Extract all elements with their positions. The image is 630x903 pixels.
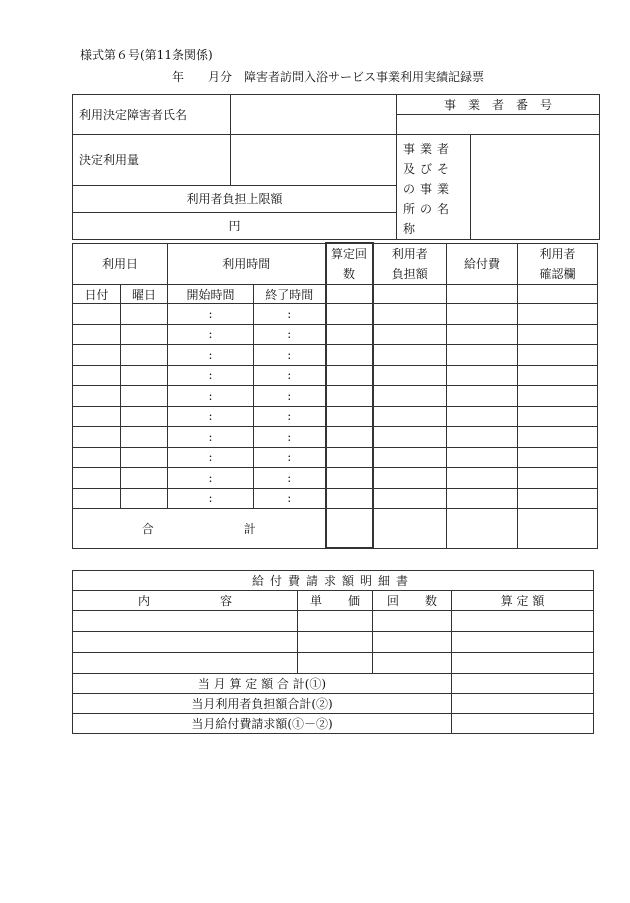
day-field[interactable]	[73, 365, 121, 386]
header-time: 利用時間	[168, 243, 326, 285]
provider-name-label: 事業者及びその事業所の名称	[397, 135, 471, 240]
start-time-field[interactable]: :	[168, 386, 254, 407]
count-field[interactable]	[326, 324, 373, 345]
invoice-content-field[interactable]	[73, 611, 298, 632]
form-title: 年 月分 障害者訪問入浴サービス事業利用実績記録票	[172, 70, 485, 84]
decided-amount-field[interactable]	[231, 135, 397, 186]
total-burden-field[interactable]	[373, 509, 447, 549]
col-times: 回 数	[373, 591, 452, 611]
invoice-times-field[interactable]	[373, 632, 452, 653]
confirm-field[interactable]	[518, 345, 598, 366]
invoice-amount-field[interactable]	[452, 611, 594, 632]
usage-row	[73, 447, 598, 468]
end-time-field[interactable]: :	[254, 488, 326, 509]
provider-number-field[interactable]	[397, 115, 600, 135]
day-field[interactable]	[73, 406, 121, 427]
weekday-field[interactable]	[121, 468, 168, 489]
invoice-unit-field[interactable]	[298, 653, 373, 674]
day-field[interactable]	[73, 468, 121, 489]
day-field[interactable]	[73, 345, 121, 366]
usage-row	[73, 365, 598, 386]
invoice-times-field[interactable]	[373, 611, 452, 632]
confirm-field[interactable]	[518, 447, 598, 468]
usage-table	[72, 242, 598, 549]
day-field[interactable]	[73, 427, 121, 448]
sum-total-field[interactable]	[452, 674, 594, 694]
weekday-field[interactable]	[121, 447, 168, 468]
subheader-start: 開始時間	[168, 285, 254, 304]
benefit-field[interactable]	[447, 468, 518, 489]
day-field[interactable]	[73, 386, 121, 407]
burden-field[interactable]	[373, 488, 447, 509]
weekday-field[interactable]	[121, 365, 168, 386]
burden-field[interactable]	[373, 324, 447, 345]
form-number: 様式第６号(第11条関係)	[80, 48, 213, 62]
benefit-field[interactable]	[447, 304, 518, 325]
confirm-field[interactable]	[518, 488, 598, 509]
subheader-confirm	[518, 285, 598, 304]
day-field[interactable]	[73, 304, 121, 325]
invoice-content-field[interactable]	[73, 653, 298, 674]
subheader-end: 終了時間	[254, 285, 326, 304]
day-field[interactable]	[73, 324, 121, 345]
invoice-times-field[interactable]	[373, 653, 452, 674]
end-time-field[interactable]: :	[254, 324, 326, 345]
benefit-field[interactable]	[447, 386, 518, 407]
col-unit-price: 単 価	[298, 591, 373, 611]
burden-field[interactable]	[373, 365, 447, 386]
start-time-field[interactable]: :	[168, 447, 254, 468]
sum-burden-label: 当月利用者負担額合計(②)	[73, 694, 452, 714]
confirm-field[interactable]	[518, 427, 598, 448]
invoice-amount-field[interactable]	[452, 653, 594, 674]
count-field[interactable]	[326, 365, 373, 386]
start-time-field[interactable]: :	[168, 406, 254, 427]
subheader-burden	[373, 285, 447, 304]
start-time-field[interactable]: :	[168, 365, 254, 386]
confirm-field[interactable]	[518, 304, 598, 325]
start-time-field[interactable]: :	[168, 488, 254, 509]
burden-field[interactable]	[373, 304, 447, 325]
benefit-field[interactable]	[447, 345, 518, 366]
benefit-field[interactable]	[447, 365, 518, 386]
weekday-field[interactable]	[121, 386, 168, 407]
sum-claim-field[interactable]	[452, 714, 594, 734]
sum-claim-label: 当月給付費請求額(①－②)	[73, 714, 452, 734]
usage-row	[73, 345, 598, 366]
weekday-field[interactable]	[121, 488, 168, 509]
burden-limit-field[interactable]	[73, 212, 397, 239]
col-amount: 算 定 額	[452, 591, 594, 611]
count-field[interactable]	[326, 447, 373, 468]
weekday-field[interactable]	[121, 427, 168, 448]
start-time-field[interactable]: :	[168, 304, 254, 325]
day-field[interactable]	[73, 447, 121, 468]
header-benefit: 給付費	[447, 243, 518, 285]
end-time-field[interactable]: :	[254, 304, 326, 325]
sum-total-label: 当 月 算 定 額 合 計(①)	[73, 674, 452, 694]
subheader-weekday: 曜日	[121, 285, 168, 304]
invoice-table	[72, 570, 594, 734]
confirm-field[interactable]	[518, 324, 598, 345]
provider-number-label: 事 業 者 番 号	[397, 95, 600, 115]
benefit-field[interactable]	[447, 406, 518, 427]
confirm-field[interactable]	[518, 468, 598, 489]
burden-field[interactable]	[373, 427, 447, 448]
provider-name-field[interactable]	[471, 135, 600, 240]
subheader-benefit	[447, 285, 518, 304]
invoice-amount-field[interactable]	[452, 632, 594, 653]
burden-field[interactable]	[373, 447, 447, 468]
total-benefit-field[interactable]	[447, 509, 518, 549]
weekday-field[interactable]	[121, 406, 168, 427]
end-time-field[interactable]: :	[254, 386, 326, 407]
usage-row	[73, 488, 598, 509]
total-confirm-field[interactable]	[518, 509, 598, 549]
header-burden: 利用者負担額	[373, 243, 447, 285]
col-content: 内 容	[73, 591, 298, 611]
weekday-field[interactable]	[121, 304, 168, 325]
usage-row	[73, 427, 598, 448]
header-count: 算定回数	[326, 243, 373, 285]
start-time-field[interactable]: :	[168, 468, 254, 489]
count-field[interactable]	[326, 345, 373, 366]
total-count-field[interactable]	[326, 509, 373, 549]
usage-row	[73, 468, 598, 489]
header-confirm: 利用者確認欄	[518, 243, 598, 285]
usage-row	[73, 324, 598, 345]
usage-row	[73, 304, 598, 325]
end-time-field[interactable]: :	[254, 447, 326, 468]
count-field[interactable]	[326, 468, 373, 489]
end-time-field[interactable]: :	[254, 468, 326, 489]
user-name-label: 利用決定障害者氏名	[73, 95, 231, 135]
burden-field[interactable]	[373, 406, 447, 427]
invoice-unit-field[interactable]	[298, 632, 373, 653]
confirm-field[interactable]	[518, 365, 598, 386]
count-field[interactable]	[326, 427, 373, 448]
info-table	[72, 94, 600, 240]
burden-field[interactable]	[373, 345, 447, 366]
invoice-unit-field[interactable]	[298, 611, 373, 632]
subheader-day: 日付	[73, 285, 121, 304]
benefit-field[interactable]	[447, 447, 518, 468]
sum-burden-field[interactable]	[452, 694, 594, 714]
end-time-field[interactable]: :	[254, 345, 326, 366]
usage-row	[73, 406, 598, 427]
end-time-field[interactable]: :	[254, 427, 326, 448]
burden-field[interactable]	[373, 468, 447, 489]
subheader-count	[326, 285, 373, 304]
weekday-field[interactable]	[121, 324, 168, 345]
usage-row	[73, 386, 598, 407]
count-field[interactable]	[326, 386, 373, 407]
count-field[interactable]	[326, 406, 373, 427]
benefit-field[interactable]	[447, 427, 518, 448]
weekday-field[interactable]	[121, 345, 168, 366]
benefit-field[interactable]	[447, 324, 518, 345]
total-label: 合 計	[73, 509, 326, 549]
benefit-field[interactable]	[447, 488, 518, 509]
start-time-field[interactable]: :	[168, 427, 254, 448]
yen-label: 円	[228, 219, 241, 234]
count-field[interactable]	[326, 304, 373, 325]
header-date: 利用日	[73, 243, 168, 285]
start-time-field[interactable]: :	[168, 345, 254, 366]
user-name-field[interactable]	[231, 95, 397, 135]
burden-limit-label: 利用者負担上限額	[73, 185, 397, 212]
end-time-field[interactable]: :	[254, 406, 326, 427]
confirm-field[interactable]	[518, 406, 598, 427]
end-time-field[interactable]: :	[254, 365, 326, 386]
start-time-field[interactable]: :	[168, 324, 254, 345]
count-field[interactable]	[326, 488, 373, 509]
day-field[interactable]	[73, 488, 121, 509]
confirm-field[interactable]	[518, 386, 598, 407]
burden-field[interactable]	[373, 386, 447, 407]
decided-amount-label: 決定利用量	[73, 135, 231, 186]
invoice-content-field[interactable]	[73, 632, 298, 653]
invoice-title: 給付費請求額明細書	[73, 571, 594, 591]
